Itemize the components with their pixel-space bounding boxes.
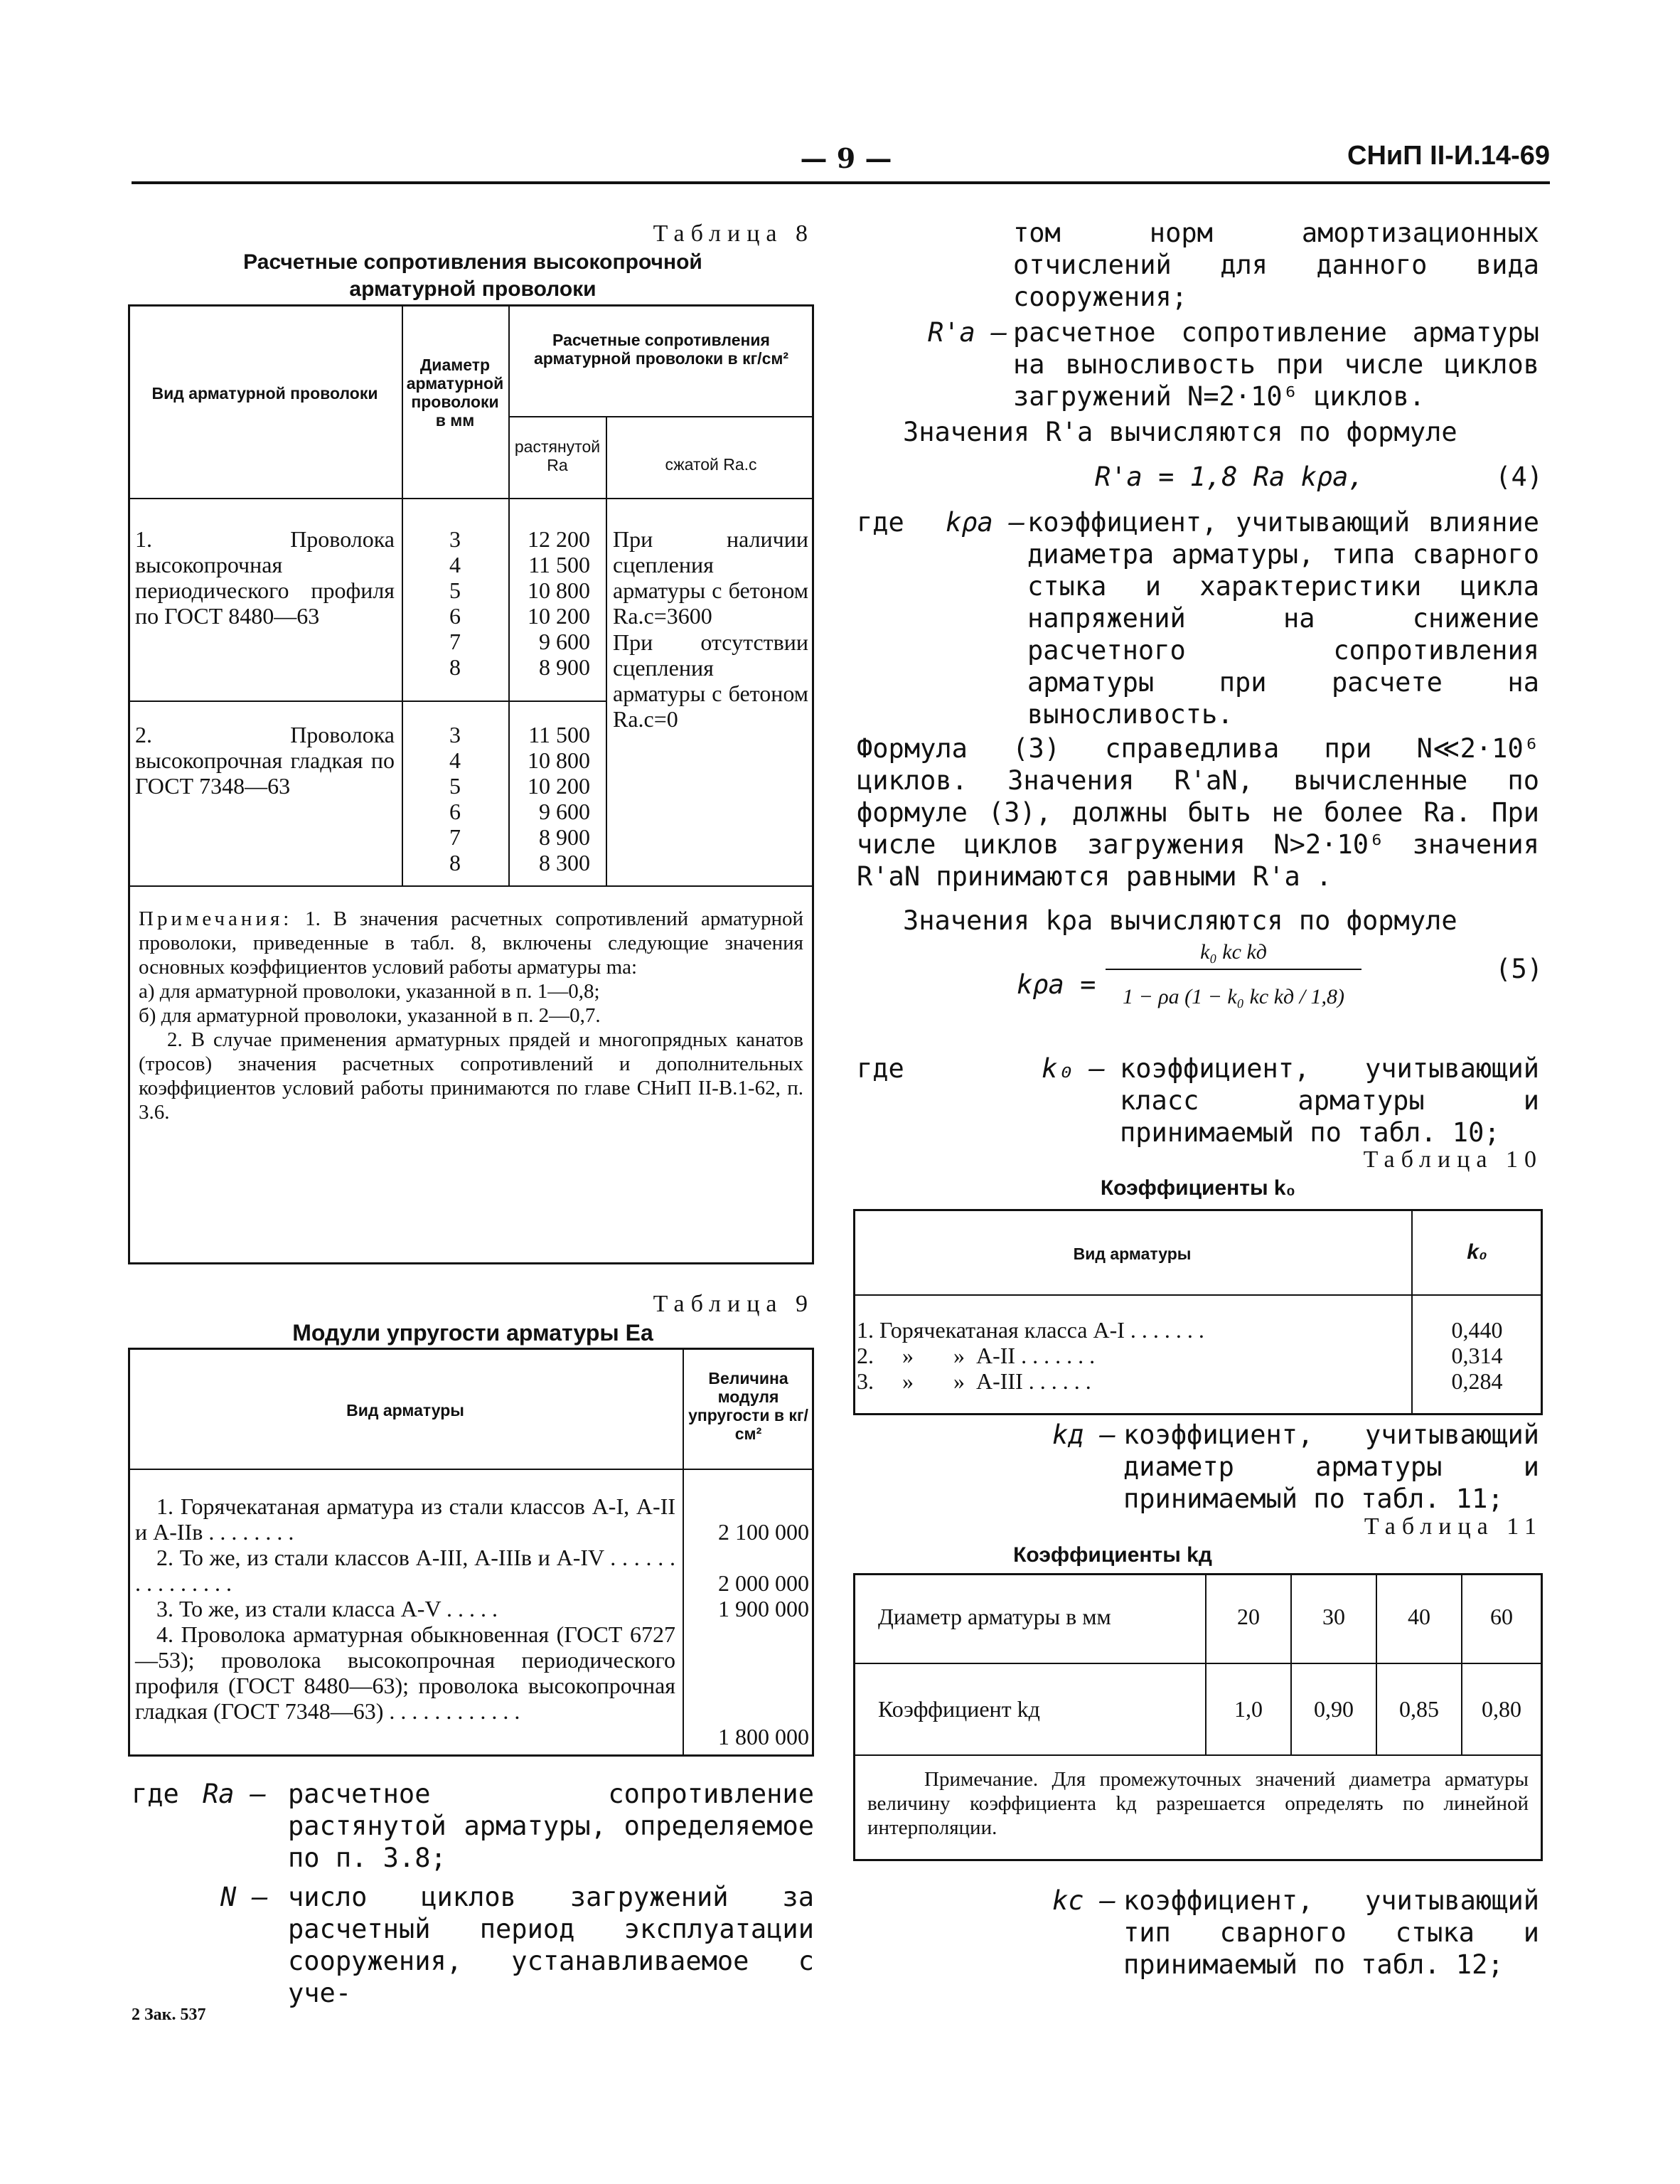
table11-coef-1: 1,0 <box>1234 1696 1263 1722</box>
right-continuation: том норм амортизационных отчислений для данного вида сооружения; <box>1013 218 1539 312</box>
table9-col-value: Величина модуля упругости в кг/см² <box>688 1369 808 1443</box>
table8-row1-kind: 1. Проволока высокопрочная периодического профиля по ГОСТ 8480—63 <box>135 526 395 629</box>
table11-diam-3: 40 <box>1408 1604 1430 1629</box>
table8-compress-note-1: При наличии сцепления арматуры с бетоном Rа.с=3600 <box>613 526 808 629</box>
table8-row2-kind: 2. Проволока высокопрочная гладкая по ГОСТ 7348—63 <box>135 722 395 799</box>
table10-col-kind: Вид арматуры <box>1073 1245 1192 1263</box>
table9-row3-value: 1 900 000 <box>718 1596 809 1621</box>
document-code: СНиП II-И.14-69 <box>1347 141 1550 171</box>
table8-col-kind: Вид арматурной проволоки <box>151 384 378 403</box>
table9-row4-value: 1 800 000 <box>718 1724 809 1749</box>
table8-col-compress: сжатой Rа.с <box>665 455 757 474</box>
table9-row1-value: 2 100 000 <box>718 1519 809 1545</box>
table11-row2-label: Коэффициент kд <box>878 1696 1040 1722</box>
table8-title-1: Расчетные сопротивления высокопрочной <box>243 250 702 274</box>
table11-row1-label: Диаметр арматуры в мм <box>878 1604 1111 1629</box>
k0-symbol: k₀ — <box>1042 1053 1106 1084</box>
table8-caption: Таблица 8 <box>653 220 814 247</box>
table9-row4-kind: 4. Проволока арматурная обыкновенная (ГОСТ 6727—53); проволока высокопрочная периодического профиля (ГОСТ 8480—63); проволока высокопрочная гладкая (ГОСТ 7348—63) . . . . . . . . . . . . <box>135 1621 675 1724</box>
table11-diam-4: 60 <box>1490 1604 1513 1629</box>
table9-row2-value: 2 000 000 <box>718 1570 809 1596</box>
header-rule <box>132 181 1550 184</box>
table9-col-kind: Вид арматуры <box>346 1401 464 1419</box>
kra-definition: коэффициент, учитывающий влияние диаметра арматуры, типа сварного стыка и характеристики цикла напряжений на снижение расчетного сопротивления арматуры при расчете на выносливость. <box>1027 507 1539 730</box>
table9-caption: Таблица 9 <box>653 1291 814 1317</box>
right-gde: где <box>857 507 904 538</box>
table11-diam-1: 20 <box>1237 1604 1260 1629</box>
formula5-number: (5) <box>1495 954 1543 984</box>
table8-row1-diams: 3 4 5 6 7 8 <box>449 526 461 680</box>
right-ra1-definition: расчетное сопротивление арматуры на выносливость при числе циклов загружений N=2·10⁶ циклов. <box>1013 317 1539 412</box>
table11-coef-2: 0,90 <box>1314 1696 1354 1722</box>
table8-col-resist: Расчетные сопротивления арматурной проволоки в кг/см² <box>533 331 789 368</box>
left-ra-definition: расчетное сопротивление растянутой арматуры, определяемое по п. 3.8; <box>288 1779 814 1873</box>
kc-symbol: kс — <box>1052 1885 1116 1916</box>
formula3-paragraph: Формула (3) справедлива при N≪2·10⁶ циклов. Значения R'аN, вычисленные по формуле (3), должны быть не более Rа. При числе циклов загружения N>2·10⁶ значения R'аN принимаются равными R'а . <box>857 733 1539 892</box>
formula4-intro: Значения R'а вычисляются по формуле <box>903 417 1457 447</box>
table8-col-tension: растянутой Rа <box>514 437 601 474</box>
table8-title-2: арматурной проволоки <box>349 277 596 301</box>
table10-title: Коэффициенты k₀ <box>1100 1176 1296 1200</box>
table9-title: Модули упругости арматуры Eа <box>292 1320 653 1346</box>
kra-symbol: kρа — <box>946 507 1025 538</box>
table11-note: Примечание. Для промежуточных значений диаметра арматуры величину коэффициента kд разрешается определять по линейной интерполяции. <box>867 1768 1529 1839</box>
kd-symbol: kд — <box>1052 1419 1116 1450</box>
table11-diam-2: 30 <box>1322 1604 1345 1629</box>
right-ra1-symbol: R'а — <box>928 317 1007 348</box>
table10-rows-kind: 1. Горячекатаная класса А-I . . . . . . . 2. » » А-II . . . . . . . 3. » » А-III . . . . . . <box>857 1317 1204 1394</box>
formula5-numerator: k₀ kс kд <box>1200 940 1267 964</box>
kd-definition: коэффициент, учитывающий диаметр арматуры и принимаемый по табл. 11; <box>1123 1419 1539 1514</box>
right-gde-2: где <box>857 1053 904 1084</box>
formula5-lhs: kρа = <box>1017 969 1096 1000</box>
table11-coef-4: 0,80 <box>1482 1696 1521 1722</box>
left-gde: где <box>132 1779 179 1809</box>
table10-caption: Таблица 10 <box>1363 1146 1543 1173</box>
page-number: — 9 — <box>800 142 892 174</box>
table11-title: Коэффициенты kд <box>1013 1543 1212 1567</box>
kc-definition: коэффициент, учитывающий тип сварного стыка и принимаемый по табл. 12; <box>1123 1885 1539 1980</box>
formula5-denominator: 1 − ρа (1 − k₀ kс kд / 1,8) <box>1122 985 1345 1008</box>
table8-col-diam: Диаметр арматурной проволоки в мм <box>406 356 504 430</box>
table8-compress-note-2: При отсутствии сцепления арматуры с бетоном Rа.с=0 <box>613 629 808 732</box>
table10-col-k0: k₀ <box>1467 1240 1487 1264</box>
table9-row2-kind: 2. То же, из стали классов А-III, А-IIIв и А-IV . . . . . . . . . . . . . . . <box>135 1545 675 1596</box>
table8-row1-values: 12 200 11 500 10 800 10 200 9 600 8 900 <box>528 526 590 680</box>
table11-coef-3: 0,85 <box>1399 1696 1439 1722</box>
table8-row2-values: 11 500 10 800 10 200 9 600 8 900 8 300 <box>528 722 590 875</box>
table8-row2-diams: 3 4 5 6 7 8 <box>449 722 461 875</box>
k0-definition: коэффициент, учитывающий класс арматуры и принимаемый по табл. 10; <box>1120 1053 1539 1148</box>
table11-caption: Таблица 11 <box>1364 1513 1543 1540</box>
formula4: R'а = 1,8 Rа kρа, <box>1095 462 1364 492</box>
table8-notes: Примечания: 1. В значения расчетных сопротивлений арматурной проволоки, приведенные в табл. 8, включены следующие значения основных коэффициентов условий работы арматуры mа: а) для арматурной проволоки, указанной в п. 1—0,8; б) для арматурной проволоки, указанной в п. 2—0,7. 2. В случае применения арматурных прядей и многопрядных канатов (тросов) значения расчетных сопротивлений и дополнительных коэффициентов условий работы принимаются по главе СНиП II-В.1-62, п. 3.6. <box>139 907 803 1124</box>
page-footer: 2 Зак. 537 <box>132 2005 206 2024</box>
left-ra-symbol: Rа — <box>203 1779 267 1809</box>
table10-rows-value: 0,440 0,314 0,284 <box>1451 1317 1503 1394</box>
left-n-symbol: N — <box>220 1882 268 1912</box>
table9-row3-kind: 3. То же, из стали класса А-V . . . . . <box>156 1596 498 1621</box>
formula5-intro: Значения kρа вычисляются по формуле <box>903 905 1457 936</box>
formula4-number: (4) <box>1495 462 1543 492</box>
left-n-definition: число циклов загружений за расчетный период эксплуатации сооружения, устанавливаемое с уче- <box>288 1882 814 2008</box>
table9-row1-kind: 1. Горячекатаная арматура из стали классов А-I, А-II и А-IIв . . . . . . . . <box>135 1493 675 1545</box>
